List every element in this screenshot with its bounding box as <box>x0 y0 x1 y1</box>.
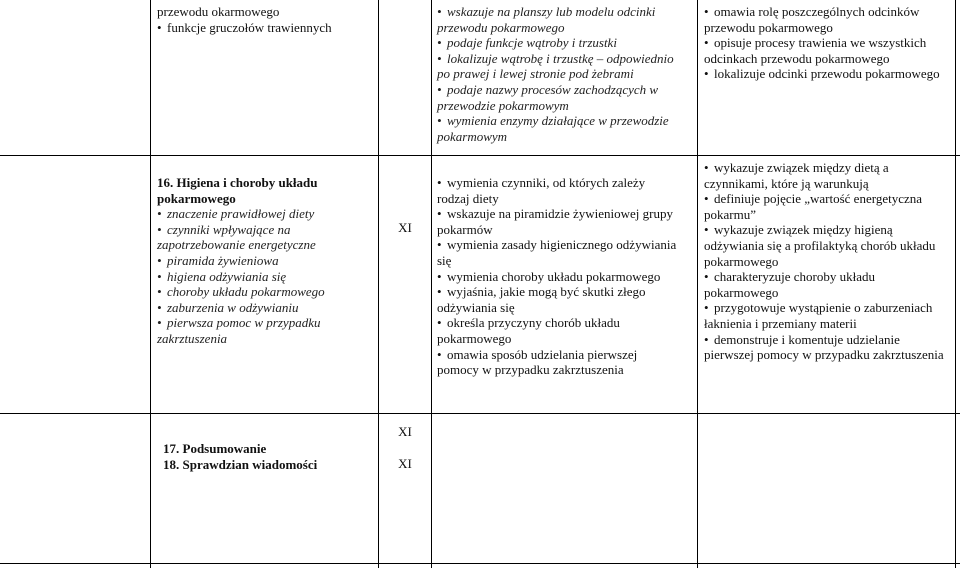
row2-topic-cell <box>157 175 372 347</box>
bullet-item-continuation: pokarmu” <box>704 206 756 222</box>
bullet-item-continuation: odżywiania się <box>437 299 515 315</box>
row2-extended-requirements <box>704 160 954 363</box>
bullet-item-continuation: zapotrzebowanie energetyczne <box>157 237 316 253</box>
topic-list <box>157 4 372 35</box>
bullet-item: • wskazuje na piramidzie żywieniowej grupy <box>437 206 695 222</box>
bullet-item-continuation: pomocy w przypadku zakrztuszenia <box>437 362 624 378</box>
row-divider <box>0 413 960 414</box>
bullet-item: • piramida żywieniowa <box>157 253 372 269</box>
bullet-item-continuation: przewodu okarmowego <box>157 4 280 19</box>
bullet-item: • określa przyczyny chorób układu <box>437 315 695 331</box>
bullet-item: • wymienia enzymy działające w przewodzie <box>437 113 695 129</box>
class-label: XI <box>398 220 412 235</box>
test-topic: 18. Sprawdzian wiadomości <box>163 456 318 472</box>
bullet-item-continuation: zakrztuszenia <box>157 330 228 346</box>
bullet-item: • funkcje gruczołów trawiennych <box>157 20 372 36</box>
bullet-item-continuation: pokarmów <box>437 221 493 237</box>
bullet-item: • wymienia czynniki, od których zależy <box>437 175 695 191</box>
topic-list <box>157 206 372 346</box>
bullet-item: • zaburzenia w odżywianiu <box>157 300 372 316</box>
row-divider <box>0 155 960 156</box>
row3-class-cell <box>380 424 430 471</box>
bullet-item-continuation: przewodu pokarmowego <box>437 19 565 35</box>
summary-topic: 17. Podsumowanie <box>163 441 267 456</box>
row-divider <box>0 563 960 564</box>
bullet-item: • higiena odżywiania się <box>157 269 372 285</box>
column-divider <box>955 0 956 568</box>
row2-basic-requirements <box>437 175 695 378</box>
bullet-item-continuation: pokarmowego <box>437 330 512 346</box>
bullet-item: • wymienia zasady higienicznego odżywiania <box>437 237 695 253</box>
bullet-item-continuation: pierwszej pomocy w przypadku zakrztuszenia <box>704 347 944 363</box>
column-divider <box>431 0 432 568</box>
bullet-item: • opisuje procesy trawienia we wszystkich <box>704 35 954 51</box>
bullet-item: • charakteryzuje choroby układu <box>704 269 954 285</box>
bullet-item: • wyjaśnia, jakie mogą być skutki złego <box>437 284 695 300</box>
bullet-item: • omawia sposób udzielania pierwszej <box>437 347 695 363</box>
bullet-item: • przygotowuje wystąpienie o zaburzeniach <box>704 300 954 316</box>
bullet-item-continuation: czynnikami, które ją warunkują <box>704 175 869 191</box>
row1-extended-requirements <box>704 4 954 82</box>
bullet-item-continuation: pokarmowego <box>704 284 779 300</box>
basic-requirements-list <box>437 4 695 144</box>
bullet-item: • omawia rolę poszczególnych odcinków <box>704 4 954 20</box>
extended-requirements-list <box>704 4 954 82</box>
bullet-item: • czynniki wpływające na <box>157 222 372 238</box>
row1-topic-cell <box>157 4 372 35</box>
bullet-item: • znaczenie prawidłowej diety <box>157 206 372 222</box>
bullet-item: • wskazuje na planszy lub modelu odcinki <box>437 4 695 20</box>
bullet-item: • choroby układu pokarmowego <box>157 284 372 300</box>
bullet-item: • definiuje pojęcie „wartość energetyczna <box>704 191 954 207</box>
bullet-item: • wymienia choroby układu pokarmowego <box>437 269 695 285</box>
bullet-item: • lokalizuje wątrobę i trzustkę – odpowiednio <box>437 51 695 67</box>
bullet-item-continuation: po prawej i lewej stronie pod żebrami <box>437 66 634 82</box>
bullet-item-continuation: przewodu pokarmowego <box>704 19 833 35</box>
column-divider <box>150 0 151 568</box>
bullet-item: • podaje funkcje wątroby i trzustki <box>437 35 695 51</box>
bullet-item: • demonstruje i komentuje udzielanie <box>704 332 954 348</box>
bullet-item: • podaje nazwy procesów zachodzących w <box>437 82 695 98</box>
topic-title-continued: pokarmowego <box>157 190 236 206</box>
topic-title: 16. Higiena i choroby układu <box>157 175 318 190</box>
class-label: XI <box>398 424 412 439</box>
bullet-item-continuation: odcinkach przewodu pokarmowego <box>704 50 890 66</box>
row2-class-cell <box>380 220 430 236</box>
bullet-item-continuation: odżywiania się a profilaktyką chorób układu <box>704 237 936 253</box>
bullet-item-continuation: łaknienia i przemiany materii <box>704 315 857 331</box>
bullet-item-continuation: rodzaj diety <box>437 190 499 206</box>
row1-basic-requirements <box>437 4 695 144</box>
bullet-item: • pierwsza pomoc w przypadku <box>157 315 372 331</box>
class-label: XI <box>398 455 412 471</box>
column-divider <box>697 0 698 568</box>
bullet-item-continuation: pokarmowego <box>704 253 779 269</box>
bullet-item: • lokalizuje odcinki przewodu pokarmowego <box>704 66 954 82</box>
bullet-item-continuation: pokarmowym <box>437 128 508 144</box>
basic-requirements-list <box>437 175 695 378</box>
bullet-item-continuation: się <box>437 252 452 268</box>
row3-topic-cell <box>163 441 373 472</box>
column-divider <box>378 0 379 568</box>
bullet-item: • wykazuje związek między higieną <box>704 222 954 238</box>
extended-requirements-list <box>704 160 954 363</box>
bullet-item: • wykazuje związek między dietą a <box>704 160 954 176</box>
bullet-item-continuation: przewodzie pokarmowym <box>437 97 569 113</box>
